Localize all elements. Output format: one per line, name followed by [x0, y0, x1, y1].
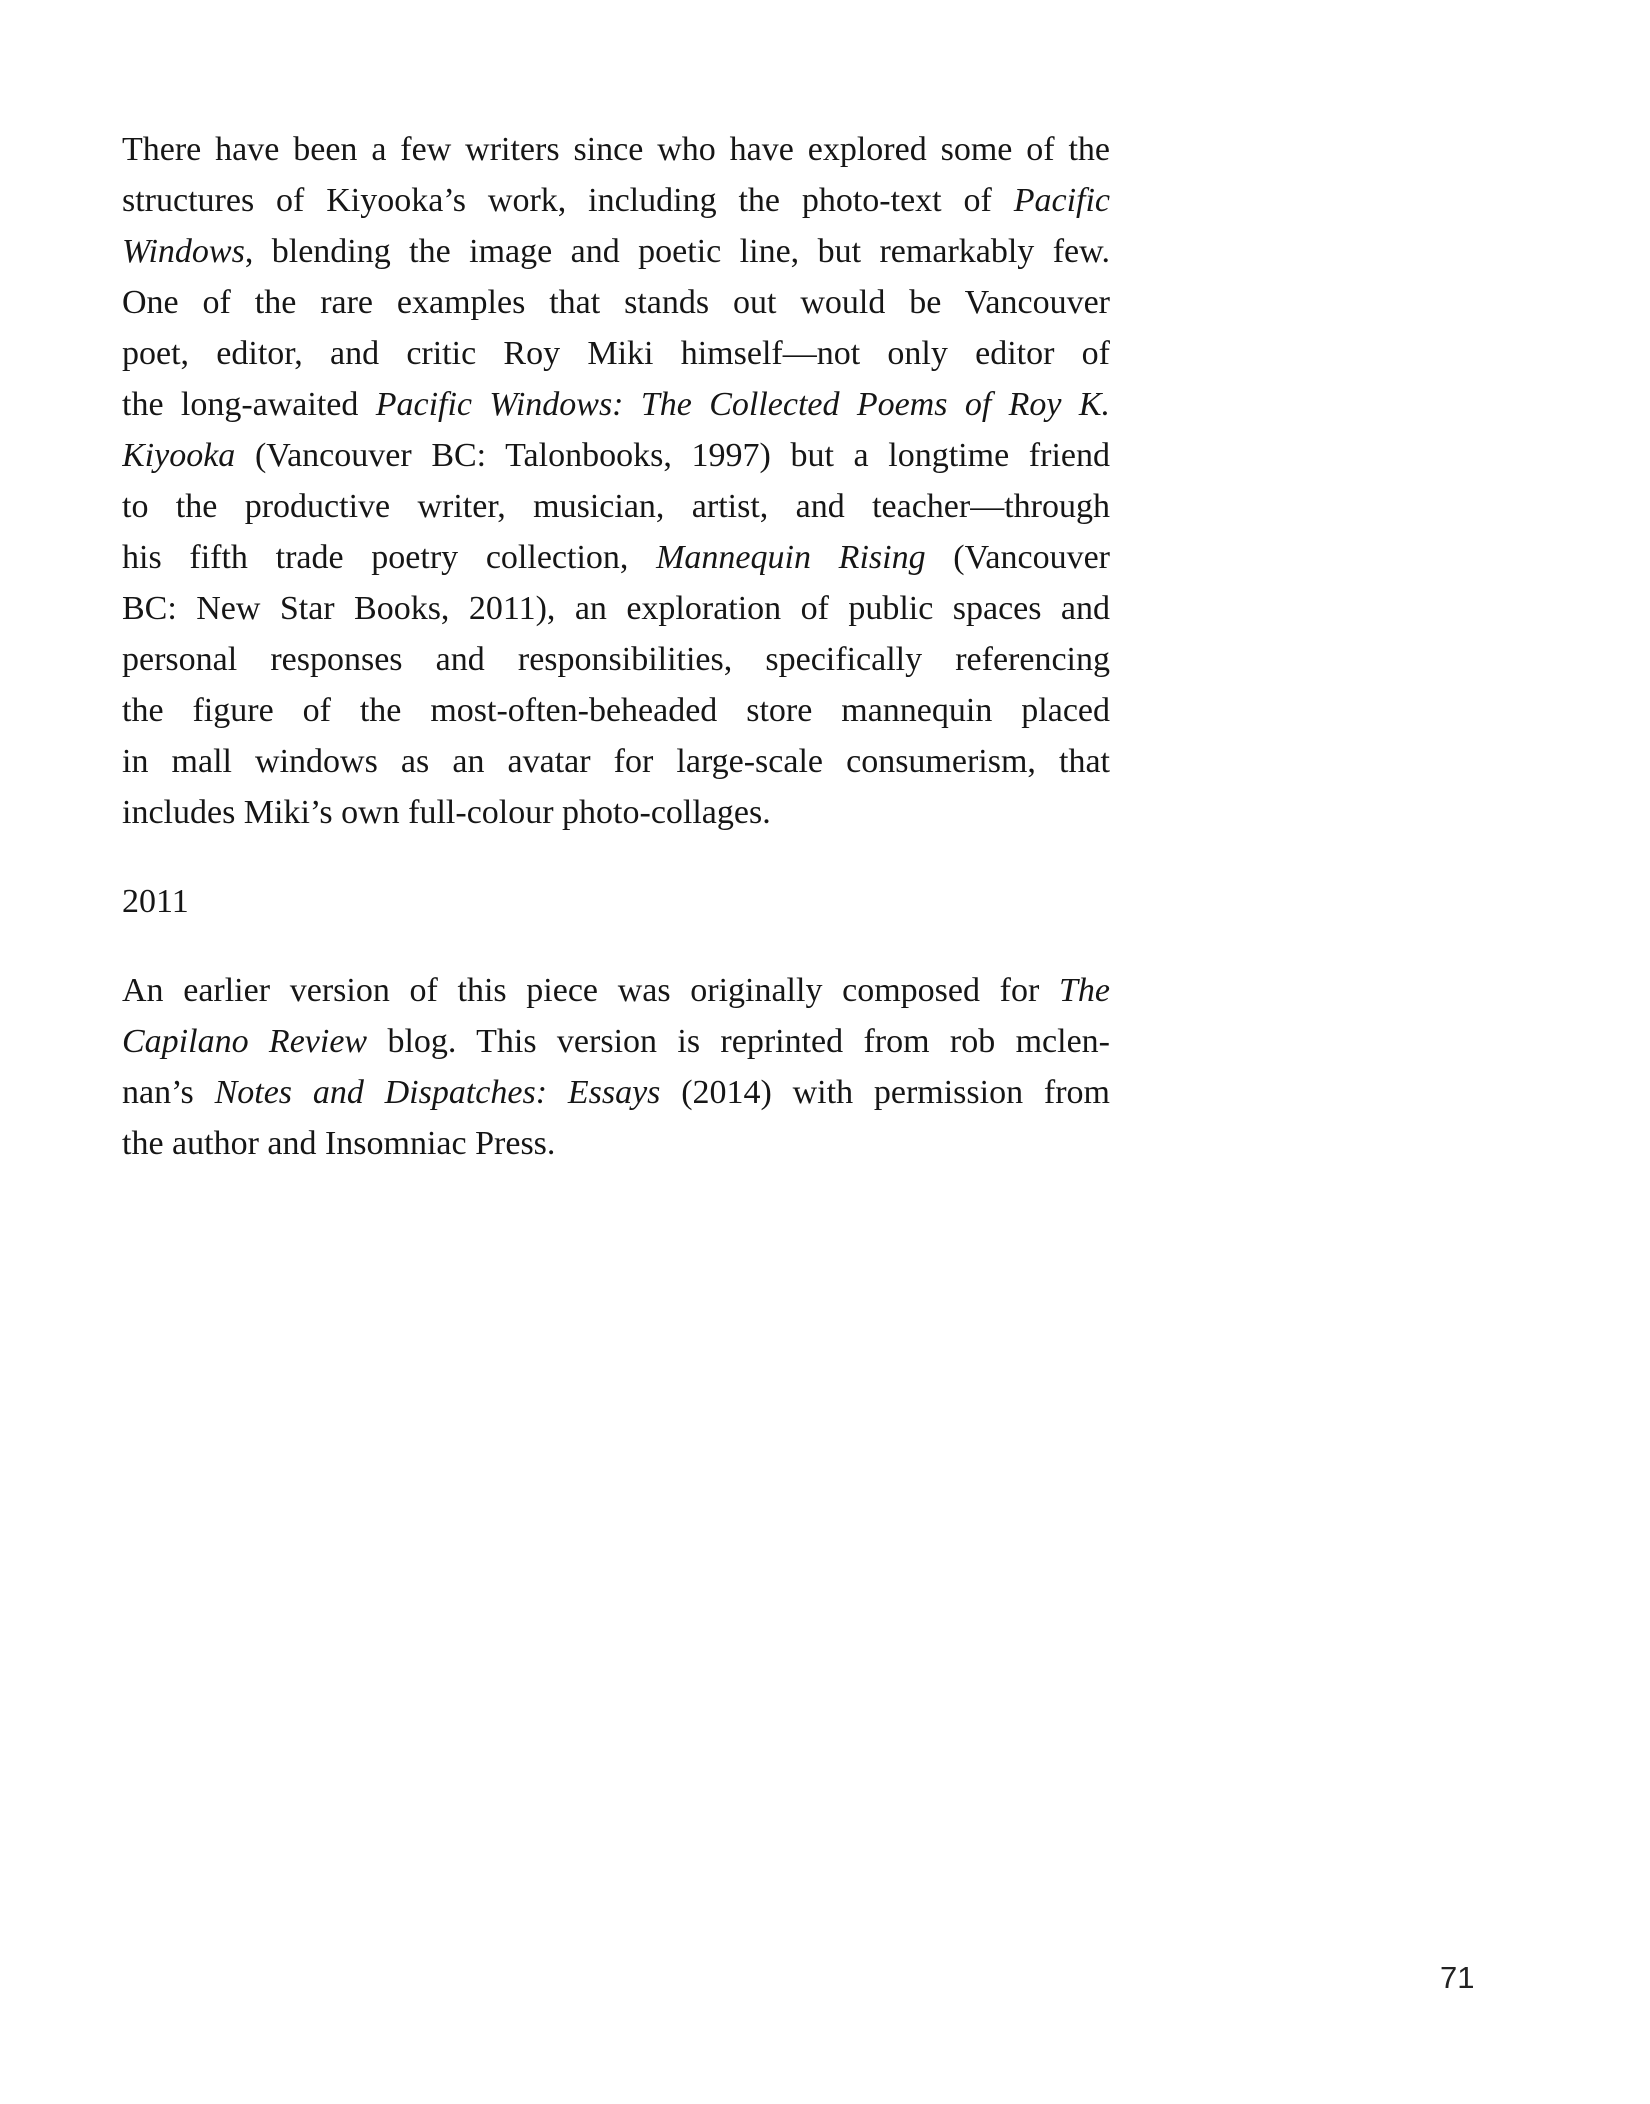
text-line [122, 328, 1110, 379]
italic-text-run: Windows [122, 233, 245, 270]
text-run: to the productive writer, musician, artist, and teacher—through [122, 488, 1110, 525]
text-run: blog. This version is reprinted from rob mclen- [367, 1023, 1110, 1060]
italic-text-run: Kiyooka [122, 437, 236, 474]
date-line [122, 876, 1110, 927]
text-run: There have been a few writers since who have explored some of the [122, 131, 1110, 168]
text-run: includes Miki’s own full-colour photo-collages. [122, 794, 771, 831]
text-line [122, 634, 1110, 685]
text-line [122, 277, 1110, 328]
text-line [122, 532, 1110, 583]
text-run: One of the rare examples that stands out would be Vancouver [122, 284, 1110, 321]
attribution-note [122, 965, 1110, 1169]
italic-text-run: Mannequin Rising [656, 539, 926, 576]
page-number: 71 [1440, 1960, 1475, 1995]
text-line [122, 876, 1110, 927]
text-line [122, 226, 1110, 277]
text-line [122, 430, 1110, 481]
text-line [122, 685, 1110, 736]
text-line [122, 124, 1110, 175]
italic-text-run: Pacific Windows: The Collected Poems of Roy K. [375, 386, 1110, 423]
text-run: An earlier version of this piece was originally composed for [122, 972, 1059, 1009]
text-run: in mall windows as an avatar for large-scale consumerism, that [122, 743, 1110, 780]
text-line [122, 1016, 1110, 1067]
text-run: structures of Kiyooka’s work, including the photo-text of [122, 182, 1014, 219]
text-line [122, 583, 1110, 634]
main-paragraph [122, 124, 1110, 838]
text-run: nan’s [122, 1074, 215, 1111]
text-run: the figure of the most-often-beheaded store mannequin placed [122, 692, 1110, 729]
text-run: his fifth trade poetry collection, [122, 539, 657, 576]
text-line [122, 787, 1110, 838]
text-run: the author and Insomniac Press. [122, 1125, 556, 1162]
text-run: personal responses and responsibilities, specifically referencing [122, 641, 1110, 678]
text-run: (Vancouver BC: Talonbooks, 1997) but a longtime friend [235, 437, 1110, 474]
text-line [122, 965, 1110, 1016]
text-run: , blending the image and poetic line, but remarkably few. [244, 233, 1110, 270]
text-run: the long-awaited [122, 386, 376, 423]
text-run: (2014) with permission from [660, 1074, 1110, 1111]
text-run: 2011 [122, 883, 189, 920]
text-run: BC: New Star Books, 2011), an exploration of public spaces and [122, 590, 1110, 627]
text-run: poet, editor, and critic Roy Miki himself—not only editor of [122, 335, 1110, 372]
text-line [122, 1118, 1110, 1169]
text-line [122, 736, 1110, 787]
italic-text-run: Capilano Review [122, 1023, 368, 1060]
text-line [122, 175, 1110, 226]
italic-text-run: The [1059, 972, 1110, 1009]
italic-text-run: Notes and Dispatches: Essays [214, 1074, 661, 1111]
body-text [122, 124, 1110, 1207]
text-line [122, 379, 1110, 430]
text-line [122, 481, 1110, 532]
text-line [122, 1067, 1110, 1118]
italic-text-run: Pacific [1013, 182, 1110, 219]
text-run: (Vancouver [925, 539, 1110, 576]
